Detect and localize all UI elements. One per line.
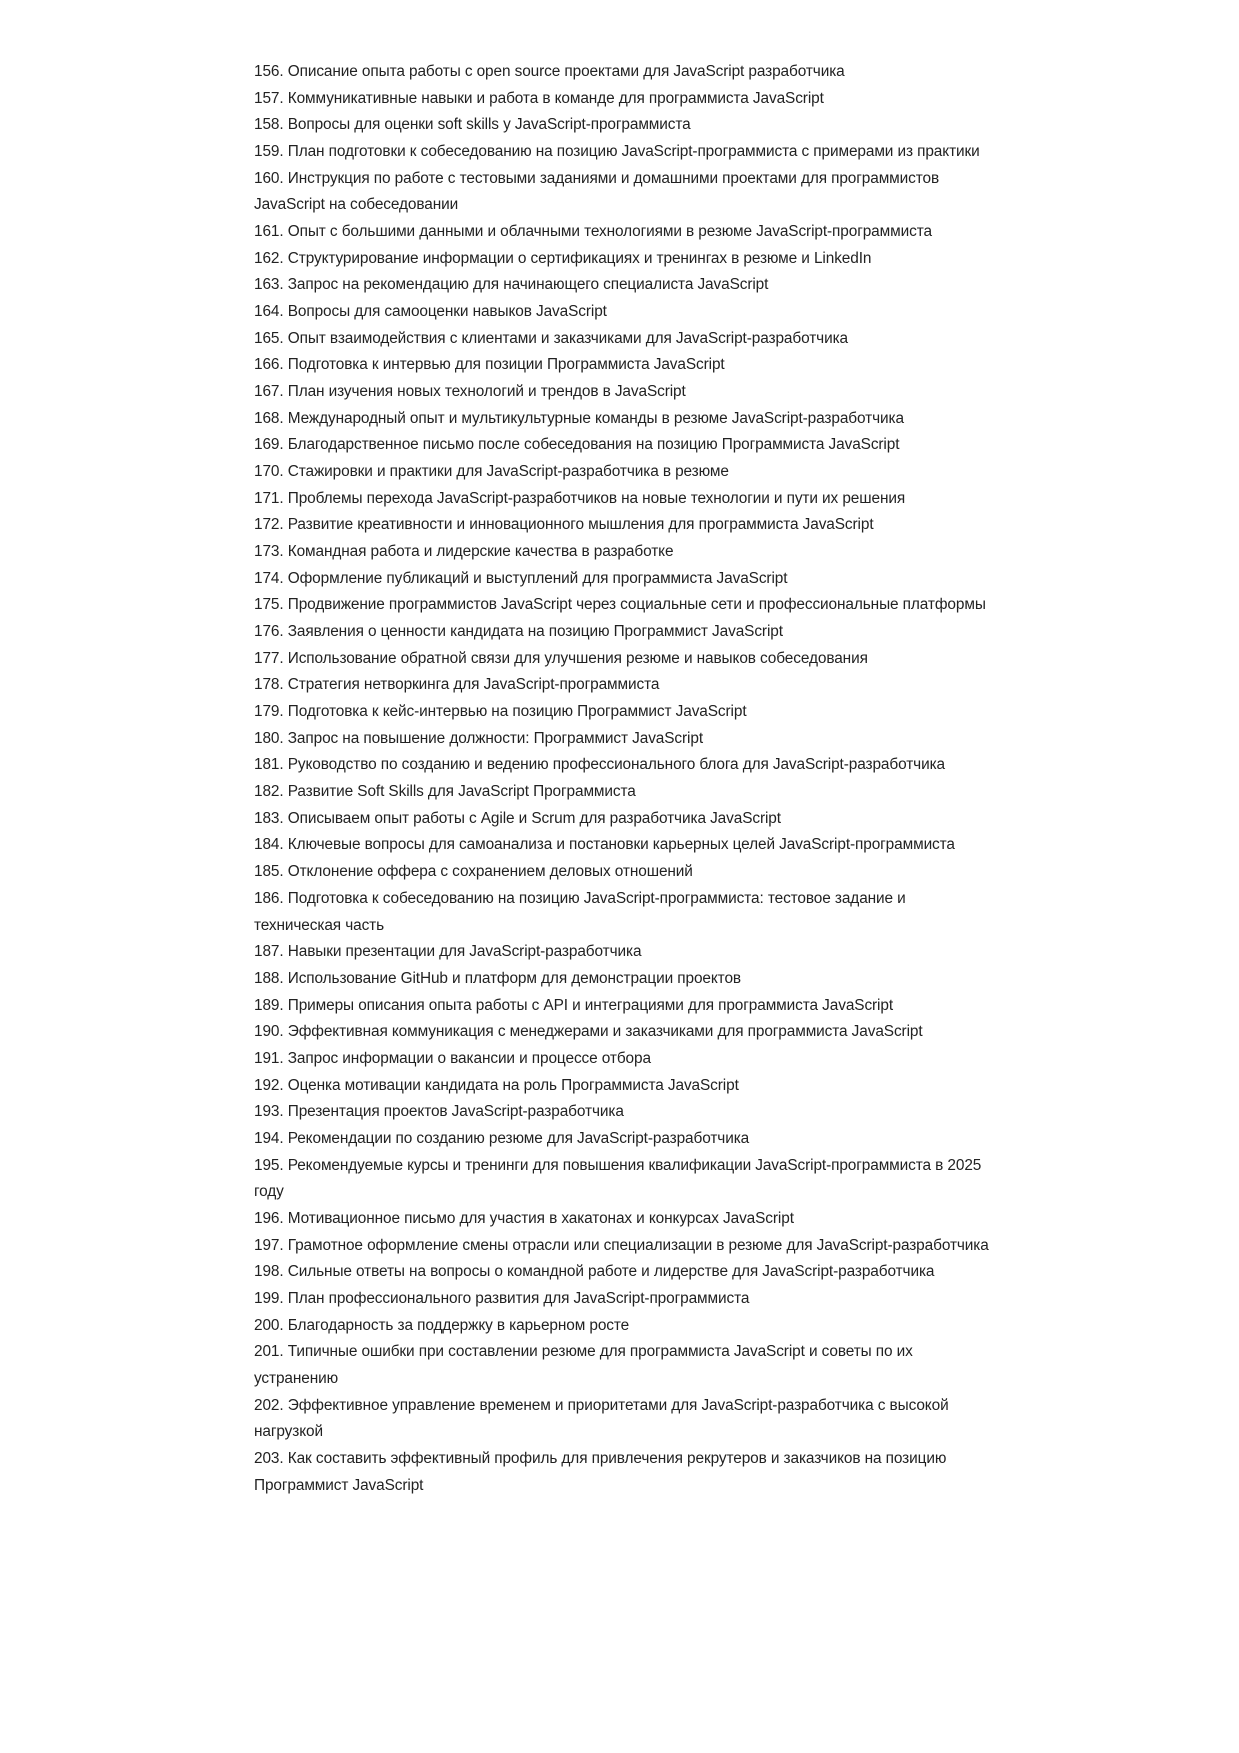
list-item: 175. Продвижение программистов JavaScript через социальные сети и профессиональные платформы xyxy=(254,596,986,614)
list-item: 165. Опыт взаимодействия с клиентами и заказчиками для JavaScript-разработчика xyxy=(254,329,849,347)
list-item: 185. Отклонение оффера с сохранением деловых отношений xyxy=(254,863,693,881)
list-item: 203. Как составить эффективный профиль для привлечения рекрутеров и заказчиков на позицию Программист JavaScript xyxy=(254,1449,947,1494)
list-item: 166. Подготовка к интервью для позиции Программиста JavaScript xyxy=(254,356,725,374)
list-item: 158. Вопросы для оценки soft skills у JavaScript-программиста xyxy=(254,116,691,134)
list-item: 182. Развитие Soft Skills для JavaScript Программиста xyxy=(254,783,636,801)
list-item: 192. Оценка мотивации кандидата на роль Программиста JavaScript xyxy=(254,1076,739,1094)
list-item: 183. Описываем опыт работы с Agile и Scrum для разработчика JavaScript xyxy=(254,809,781,827)
list-item: 156. Описание опыта работы с open source проектами для JavaScript разработчика xyxy=(254,63,845,80)
list-item: 195. Рекомендуемые курсы и тренинги для повышения квалификации JavaScript-программиста в 2025 году xyxy=(254,1156,982,1201)
list-item: 171. Проблемы перехода JavaScript-разработчиков на новые технологии и пути их решения xyxy=(254,489,906,507)
list-item: 164. Вопросы для самооценки навыков JavaScript xyxy=(254,303,607,321)
list-item: 176. Заявления о ценности кандидата на позицию Программист JavaScript xyxy=(254,623,783,641)
list-item: 190. Эффективная коммуникация с менеджерами и заказчиками для программиста JavaScript xyxy=(254,1023,923,1041)
list-item: 198. Сильные ответы на вопросы о командной работе и лидерстве для JavaScript-разработчика xyxy=(254,1263,935,1281)
list-item: 189. Примеры описания опыта работы с API и интеграциями для программиста JavaScript xyxy=(254,996,894,1014)
list-item: 191. Запрос информации о вакансии и процессе отбора xyxy=(254,1049,651,1067)
list-item: 162. Структурирование информации о сертификациях и тренингах в резюме и LinkedIn xyxy=(254,249,872,267)
list-item: 168. Международный опыт и мультикультурные команды в резюме JavaScript-разработчика xyxy=(254,409,904,427)
list-item: 177. Использование обратной связи для улучшения резюме и навыков собеседования xyxy=(254,649,868,667)
list-item: 181. Руководство по созданию и ведению профессионального блога для JavaScript-разработчика xyxy=(254,756,945,774)
list-item: 184. Ключевые вопросы для самоанализа и постановки карьерных целей JavaScript-программиста xyxy=(254,836,955,854)
list-item: 157. Коммуникативные навыки и работа в команде для программиста JavaScript xyxy=(254,89,824,107)
list-item: 160. Инструкция по работе с тестовыми заданиями и домашними проектами для программистов JavaScript на собеседовании xyxy=(254,169,940,214)
list-item: 161. Опыт с большими данными и облачными технологиями в резюме JavaScript-программиста xyxy=(254,223,932,241)
list-item: 199. План профессионального развития для JavaScript-программиста xyxy=(254,1289,750,1307)
list-item: 197. Грамотное оформление смены отрасли или специализации в резюме для JavaScript-разработчика xyxy=(254,1236,989,1254)
list-item: 170. Стажировки и практики для JavaScript-разработчика в резюме xyxy=(254,463,729,481)
list-item: 180. Запрос на повышение должности: Программист JavaScript xyxy=(254,729,703,747)
list-item: 167. План изучения новых технологий и трендов в JavaScript xyxy=(254,383,686,401)
list-item: 174. Оформление публикаций и выступлений для программиста JavaScript xyxy=(254,569,788,587)
list-item: 179. Подготовка к кейс-интервью на позицию Программист JavaScript xyxy=(254,703,747,721)
list-item: 202. Эффективное управление временем и приоритетами для JavaScript-разработчика с высокой нагрузкой xyxy=(254,1396,949,1441)
list-item: 194. Рекомендации по созданию резюме для JavaScript-разработчика xyxy=(254,1129,750,1147)
list-item: 196. Мотивационное письмо для участия в хакатонах и конкурсах JavaScript xyxy=(254,1209,794,1227)
list-item: 188. Использование GitHub и платформ для демонстрации проектов xyxy=(254,969,741,987)
list-item: 193. Презентация проектов JavaScript-разработчика xyxy=(254,1103,624,1121)
list-item: 163. Запрос на рекомендацию для начинающего специалиста JavaScript xyxy=(254,276,769,294)
list-item: 172. Развитие креативности и инновационного мышления для программиста JavaScript xyxy=(254,516,874,534)
list-item: 173. Командная работа и лидерские качества в разработке xyxy=(254,543,674,561)
list-item: 200. Благодарность за поддержку в карьерном росте xyxy=(254,1316,630,1334)
list-item: 159. План подготовки к собеседованию на позицию JavaScript-программиста с примерами из практики xyxy=(254,143,980,161)
list-item: 169. Благодарственное письмо после собеседования на позицию Программиста JavaScript xyxy=(254,436,900,454)
list-item: 178. Стратегия нетворкинга для JavaScript-программиста xyxy=(254,676,660,694)
list-item: 187. Навыки презентации для JavaScript-разработчика xyxy=(254,943,642,961)
article-link-list xyxy=(254,59,989,1499)
list-item: 186. Подготовка к собеседованию на позицию JavaScript-программиста: тестовое задание и техническая часть xyxy=(254,889,906,934)
list-item: 201. Типичные ошибки при составлении резюме для программиста JavaScript и советы по их устранению xyxy=(254,1343,913,1387)
